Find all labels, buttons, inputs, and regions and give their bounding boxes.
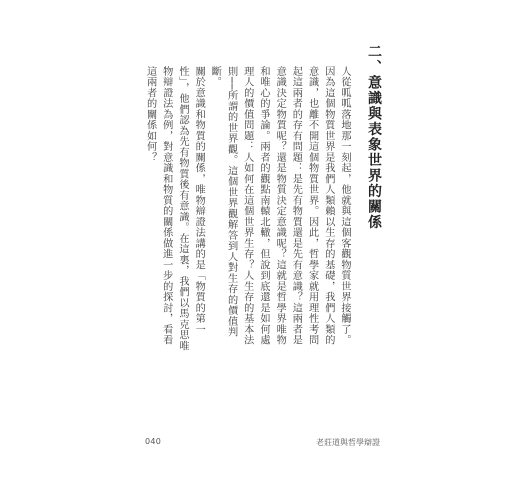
section-heading: 二、意識與表象世界的關係 — [366, 44, 382, 230]
body-text — [142, 66, 352, 356]
paragraph-2: 關於意識和物質的關係，唯物辯證法講的是「物質的第一性」，他們認為先有物質後有意識。在這裏，我們以馬克思唯物辯證法為例，對意識和物質的關係做進一步的探討，看看這兩者的關係如何？ — [144, 66, 205, 352]
page-number: 040 — [145, 437, 162, 446]
running-footer-title: 老莊道與哲學辯證 — [316, 438, 380, 447]
paragraph-1: 人從呱呱落地那一刻起，他就與這個客觀物質世界接觸了。因為這個物質世界是我們人類賴以生存的基礎，我們人類的意識，也離不開這個物質世界。因此，哲學家就用理性考問起這兩者的存有問題：是先有物質還是先有意識？這兩者是意識決定物質呢？還是物質決定意識呢？這就是哲學界唯物和唯心的爭論。兩者的觀點南轅北轍，但說到底還是如何處理人的價值問題：人如何在這個世界生存？人生存的基本法則──所謂的世界觀。這個世界觀解答到人對生存的價值判斷。 — [209, 66, 350, 346]
